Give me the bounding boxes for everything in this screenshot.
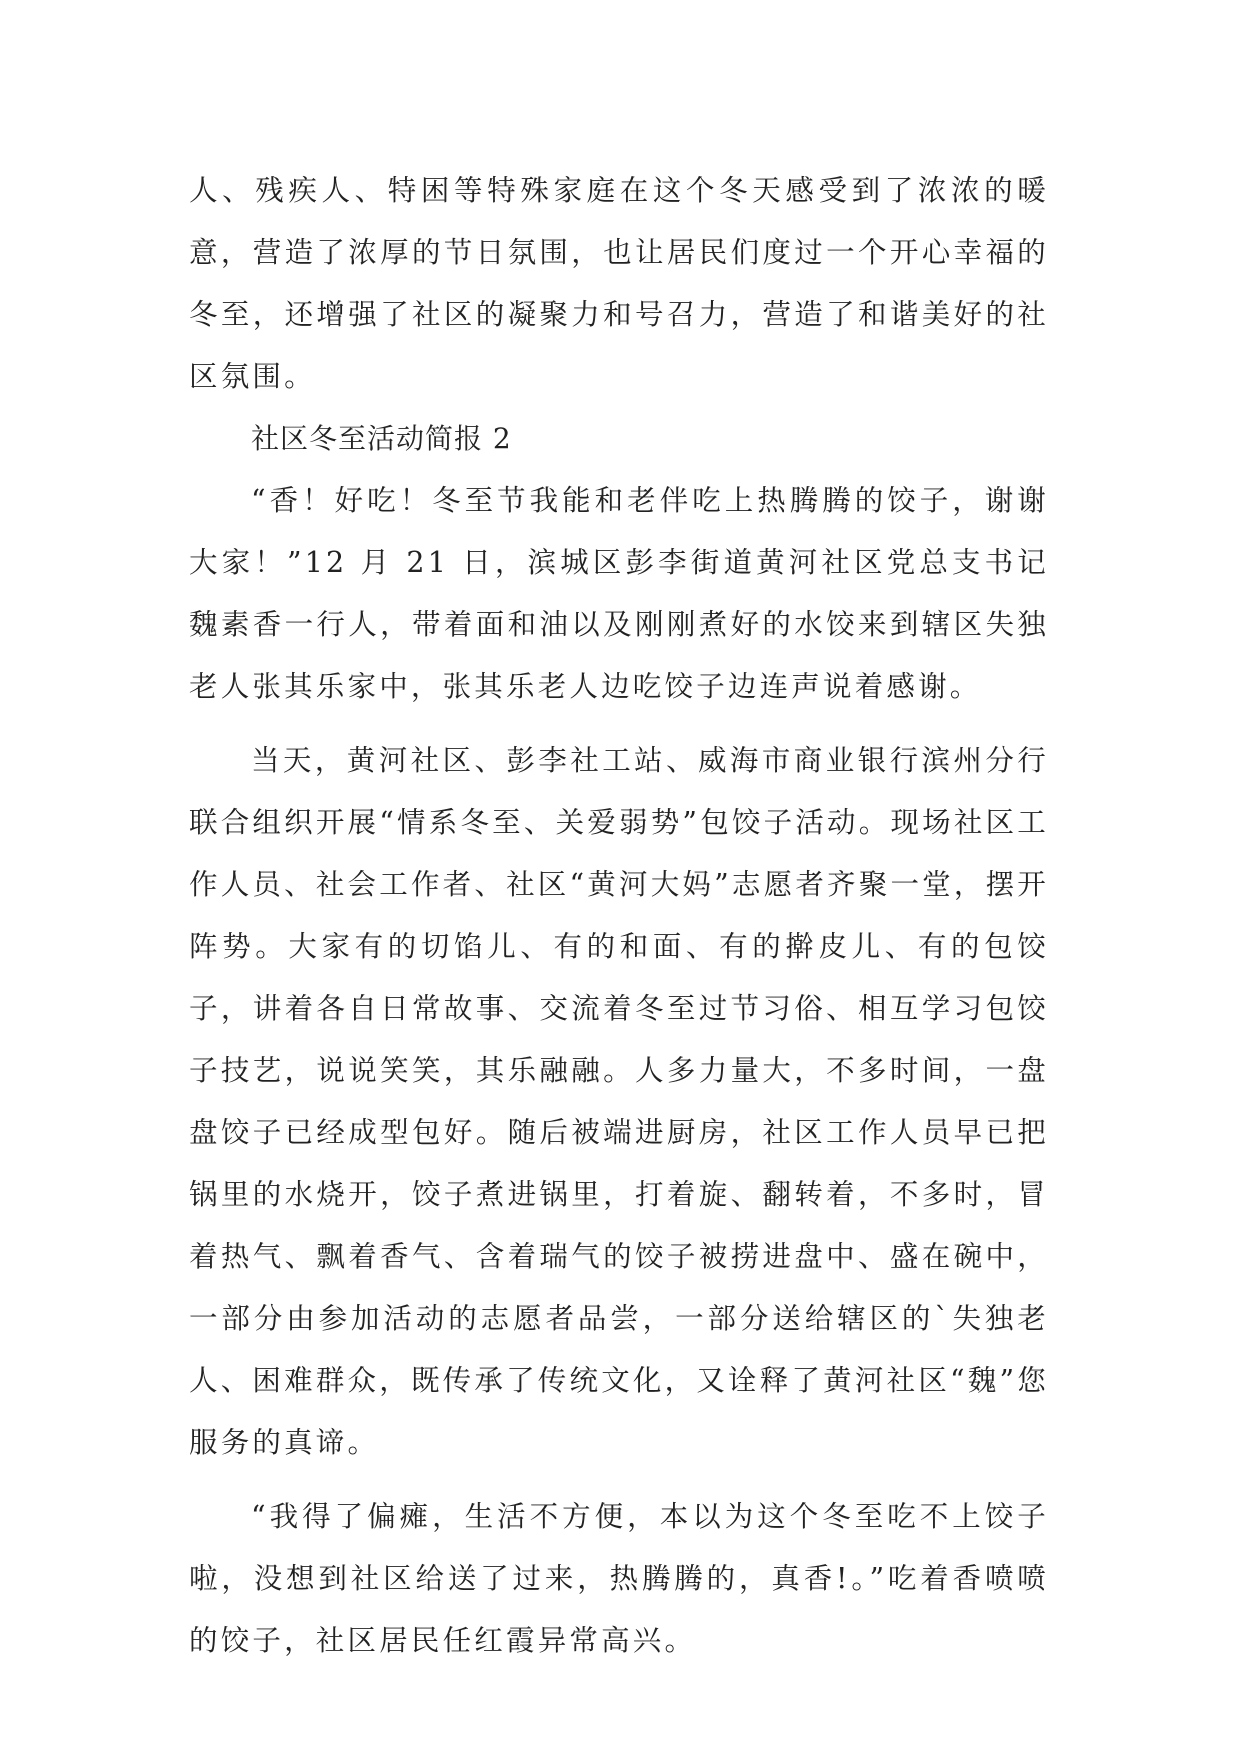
paragraph-gap <box>189 718 1049 730</box>
paragraph-2: 当天，黄河社区、彭李社工站、威海市商业银行滨州分行联合组织开展“情系冬至、关爱弱势”包饺子活动。现场社区工作人员、社会工作者、社区“黄河大妈”志愿者齐聚一堂，摆开阵势。大家有的切馅儿、有的和面、有的擀皮儿、有的包饺子，讲着各自日常故事、交流着冬至过节习俗、相互学习包饺子技艺，说说笑笑，其乐融融。人多力量大，不多时间，一盘盘饺子已经成型包好。随后被端进厨房，社区工作人员早已把锅里的水烧开，饺子煮进锅里，打着旋、翻转着，不多时，冒着热气、飘着香气、含着瑞气的饺子被捞进盘中、盛在碗中，一部分由参加活动的志愿者品尝，一部分送给辖区的`失独老人、困难群众，既传承了传统文化，又诠释了黄河社区“魏”您服务的真谛。 <box>189 744 1049 1459</box>
paragraph-1: “香！好吃！冬至节我能和老伴吃上热腾腾的饺子，谢谢大家！”12 月 21 日，滨城区彭李街道黄河社区党总支书记魏素香一行人，带着面和油以及刚刚煮好的水饺来到辖区失独老人张其乐家中，张其乐老人边吃饺子边连声说着感谢。 <box>189 484 1049 703</box>
continued-paragraph: 人、残疾人、特困等特殊家庭在这个冬天感受到了浓浓的暖意，营造了浓厚的节日氛围，也让居民们度过一个开心幸福的冬至，还增强了社区的凝聚力和号召力，营造了和谐美好的社区氛围。 <box>189 174 1049 393</box>
document-body <box>189 160 1049 1672</box>
paragraph-3: “我得了偏瘫，生活不方便，本以为这个冬至吃不上饺子啦，没想到社区给送了过来，热腾腾的，真香!。”吃着香喷喷的饺子，社区居民任红霞异常高兴。 <box>189 1500 1049 1657</box>
section-title: 社区冬至活动简报 2 <box>251 422 512 455</box>
paragraph-gap <box>189 1474 1049 1486</box>
